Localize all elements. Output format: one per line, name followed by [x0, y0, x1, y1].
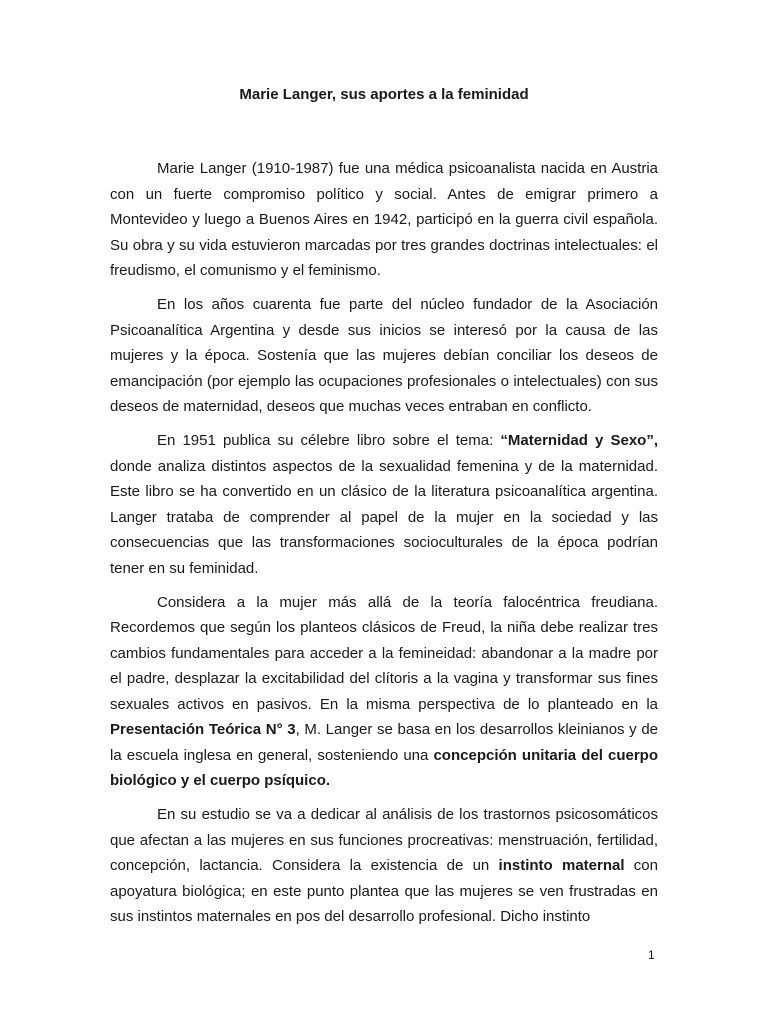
paragraph-4 [110, 590, 658, 794]
page-number: 1 [648, 948, 655, 962]
instinto-maternal-emphasis: instinto maternal [498, 857, 625, 874]
paragraph-4-text-b: , M. Langer se basa en los desarrollos kleinianos y de la escuela inglesa en general, sosteniendo una [110, 721, 659, 764]
paragraph-4-text-a: Considera a la mujer más allá de la teoría falocéntrica freudiana. Recordemos que según los planteos clásicos de Freud, la niña debe realizar tres cambios fundamentales para acceder a la femineidad: abandonar a la madre por el padre, desplazar la excitabilidad del clítoris a la vagina y transformar sus fines sexuales activos en pasivos. En la misma perspectiva de lo planteado en la [110, 593, 658, 713]
paragraph-5 [110, 802, 658, 930]
paragraph-3-text-a: En 1951 publica su célebre libro sobre el tema: [157, 432, 501, 449]
document-body [110, 156, 658, 938]
paragraph-2: En los años cuarenta fue parte del núcleo fundador de la Asociación Psicoanalítica Argentina y desde sus inicios se interesó por la causa de las mujeres y la época. Sostenía que las mujeres debían conciliar los deseos de emancipación (por ejemplo las ocupaciones profesionales o intelectuales) con sus deseos de maternidad, deseos que muchas veces entraban en conflicto. [110, 296, 658, 415]
paragraph-5-text-b: con apoyatura biológica; en este punto plantea que las mujeres se ven frustradas en sus instintos maternales en pos del desarrollo profesional. Dicho instinto [110, 857, 658, 925]
paragraph-1: Marie Langer (1910-1987) fue una médica psicoanalista nacida en Austria con un fuerte compromiso político y social. Antes de emigrar primero a Montevideo y luego a Buenos Aires en 1942, participó en la guerra civil española. Su obra y su vida estuvieron marcadas por tres grandes doctrinas intelectuales: el freudismo, el comunismo y el feminismo. [110, 160, 658, 279]
paragraph-3 [110, 428, 658, 581]
concepcion-unitaria-emphasis: concepción unitaria del cuerpo biológico y el cuerpo psíquico. [110, 746, 658, 789]
paragraph-3-text-b: donde analiza distintos aspectos de la sexualidad femenina y de la maternidad. Este libro se ha convertido en un clásico de la literatura psicoanalítica argentina. Langer trataba de comprender al papel de la mujer en la sociedad y las consecuencias que las transformaciones socioculturales de la época podrían tener en su feminidad. [110, 457, 658, 577]
paragraph-5-text-a: En su estudio se va a dedicar al análisis de los trastornos psicosomáticos que afectan a las mujeres en sus funciones procreativas: menstruación, fertilidad, concepción, lactancia. Considera la existencia de un [110, 806, 658, 874]
document-title: Marie Langer, sus aportes a la feminidad [239, 86, 529, 103]
book-title-maternidad-y-sexo: “Maternidad y Sexo”, [500, 432, 658, 449]
presentacion-teorica-reference: Presentación Teórica N° 3 [110, 721, 296, 738]
